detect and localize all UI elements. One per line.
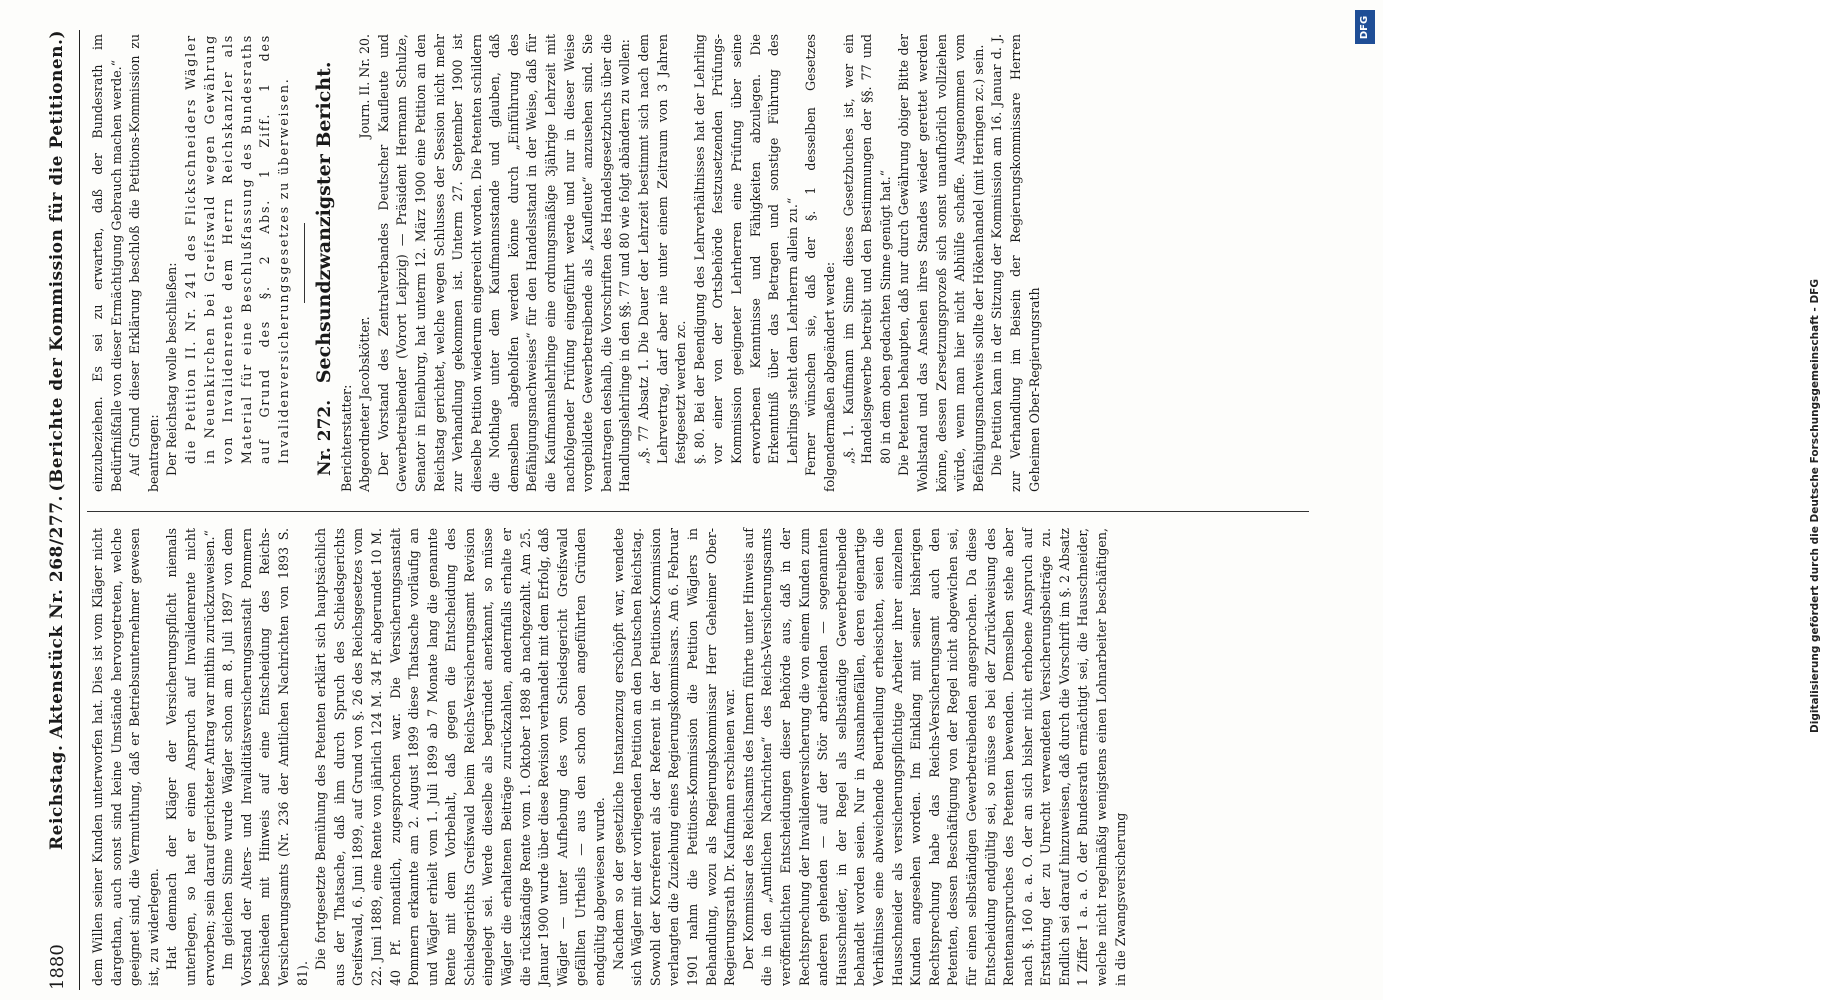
report-number: Nr. 272. <box>314 399 335 476</box>
report-title: Sechsundzwanzigster Bericht. <box>312 61 335 384</box>
paragraph: Ferner wünschen sie, daß der §. 1 desselben Gesetzes folgendermaßen abgeändert werde: <box>803 34 837 492</box>
page-header <box>39 30 75 990</box>
printed-page <box>39 30 1329 990</box>
header-title: Reichstag. Aktenstück Nr. 268/277. <box>47 495 67 850</box>
paragraph: Im gleichen Sinne wurde Wägler schon am 8. Juli 1897 von dem Vorstand der Alters- und Invaliditätsversicherungsanstalt Pommern beschieden mit Hinweis auf eine Entscheidung des Reichs-Versicherungsamts (Nr. 236 der Amtlichen Nachrichten von 1893 S. 81). <box>220 528 310 986</box>
paragraph: dem Willen seiner Kunden unterworfen hat. Dies ist vom Kläger nicht dargethan, auch sonst sind keine Umstände hervorgetreten, welche geeignet sind, die Vermuthung, daß er Betriebsunternehmer gewesen ist, zu widerlegen. <box>90 528 161 986</box>
reporter-name: Abgeordneter Jacobskötter. <box>357 316 373 492</box>
paragraph: Der Reichstag wolle beschließen: <box>164 262 180 476</box>
right-column <box>89 34 1044 492</box>
digitization-sidebar <box>1352 6 1821 996</box>
column-divider <box>87 511 1309 512</box>
reporter-line <box>356 34 375 492</box>
page-number: 1880 <box>47 944 68 990</box>
quoted-law-text: „§. 77 Absatz 1. Die Dauer der Lehrzeit bestimmt sich nach dem Lehrvertrag, darf aber nie unter einem Zeitraum von 3 Jahren festgesetzt werden zc. <box>636 34 689 464</box>
paragraph: Die fortgesetzte Bemühung des Petenten erklärt sich hauptsächlich aus der Thatsache, daß ihm durch Spruch des Schiedsgerichts Greifswald, 6. Juni 1899, auf Grund von §. 26 des Reichsgesetzes vom 22. Juni 1889, eine Rente von jährlich 124 M. 34 Pf. abgerundet 10 M. 40 Pf. monatlich, zugesprochen war. Die Versicherungsanstalt Pommern erkannte am 2. August 1899 diese Thatsache vorläufig an und Wägler erhielt vom 1. Juli 1899 ab 7 Monate lang die genannte Rente mit dem Vorbehalt, daß gegen die Entscheidung des Schiedsgerichts Greifswald beim Reichs-Versicherungsamt Revision eingelegt sei. Werde dieselbe als begründet anerkannt, so müsse Wägler die erhaltenen Beiträge zurückzahlen, andernfalls erhalte er die rückständige Rente vom 1. Oktober 1898 ab nachgezahlt. Am 25. Januar 1900 wurde über diese Revision verhandelt mit dem Erfolg, daß Wägler — unter Aufhebung des vom Schiedsgericht Greifswald gefällten Urtheils — aus den schon oben angeführten Gründen endgültig abgewiesen wurde. <box>313 528 608 986</box>
paragraph: Der Vorstand des Zentralverbandes Deutscher Kaufleute und Gewerbetreibender (Vorort Leipzig) — Präsident Hermann Schulze, Senator in Eilenburg, hat unterm 12. März 1900 eine Petition an den Reichstag gerichtet, welche wegen Schlusses der Session nicht mehr zur Verhandlung gekommen ist. Unterm 27. September 1900 ist dieselbe Petition wiederum eingereicht worden. Die Petenten schildern die Nothlage unter dem Kaufmannsstande und glauben, daß demselben abgeholfen werden könne durch „Einführung des Befähigungsnachweises“ für den Handelsstand in der Weise, daß für die Kaufmannslehrlinge eine ordnungsmäßige 3jährige Lehrzeit mit nachfolgender Prüfung eingeführt werde und nur in dieser Weise vorgebildete Gewerbetreibende als „Kaufleute“ anzusehen sind. Sie beantragen deshalb, die Vorschriften des Handelsgesetzbuchs über die Handlungslehrlinge in den §§. 77 und 80 wie folgt abändern zu wollen: <box>375 34 633 492</box>
reporter-label: Berichterstatter: <box>338 384 354 492</box>
motion-text: die Petition II. Nr. 241 des Flickschneiders Wägler in Neuenkirchen bei Greifswald wegen Gewährung von Invalidenrente dem Herrn Reichskanzler als Material für eine Beschlußfassung des Bundesraths auf Grund des §. 2 Abs. 1 Ziff. 1 des Invalidenversicherungsgesetzes zu überweisen. <box>182 34 291 464</box>
digitization-credit: Digitalisierung gefördert durch die Deutsche Forschungsgemeinschaft - DFG <box>1809 279 1821 733</box>
header-rule <box>79 30 80 990</box>
paragraph: Der Kommissar des Reichsamts des Innern führte unter Hinweis auf die in den „Amtlichen Nachrichten“ des Reichs-Versicherungsamts veröffentlichten Entscheidungen dieser Behörde aus, daß in der Rechtsprechung der Invalidenversicherung die von einem Kunden zum anderen gehenden — auf der Stör arbeitenden — sogenannten Hausschneider, in der Regel als selbständige Gewerbetreibende behandelt worden seien. Nur in Ausnahmefällen, deren eigenartige Verhältnisse eine abweichende Beurtheilung erheischten, seien die Hausschneider als versicherungspflichtige Arbeiter ihrer einzelnen Kunden angesehen worden. Im Einklang mit seiner bisherigen Rechtsprechung habe das Reichs-Versicherungsamt auch den Petenten, dessen Beschäftigung von der Regel nicht abgewichen sei, für einen selbständigen Gewerbetreibenden angesprochen. Da diese Entscheidung endgültig sei, so müsse es bei der Zurückweisung des Rentenanspruches des Petenten bewenden. Demselben stehe aber nach §. 160 a. a. O. der an sich bisher nicht erhobene Anspruch auf Erstattung der zu Unrecht verwendeten Versicherungsbeiträge zu. Endlich sei darauf hinzuweisen, daß durch die Vorschrift im §. 2 Absatz 1 Ziffer 1 a. a. O. der Bundesrath ermächtigt sei, die Hausschneider, welche nicht regelmäßig wenigstens einen Lohnarbeiter beschäftigen, in die Zwangsversicherung <box>740 528 1128 986</box>
left-column <box>89 528 1130 986</box>
paragraph: Hat demnach der Kläger der Versicherungspflicht niemals unterlegen, so hat er einen Anspruch auf Invalidenrente nicht erworben; sein darauf gerichteter Antrag war mithin zurückzuweisen.“ <box>164 528 217 986</box>
dfg-logo: DFG <box>1355 10 1375 44</box>
header-section: (Berichte der Kommission für die Petitionen.) <box>47 30 67 492</box>
section-rule <box>304 223 305 303</box>
paragraph: Auf Grund dieser Erklärung beschloß die Petitions-Kommission zu beantragen: <box>127 34 161 492</box>
paragraph: einzubeziehen. Es sei zu erwarten, daß der Bundesrath im Bedürfnißfalle von dieser Ermächtigung Gebrauch machen werde.“ <box>90 34 124 492</box>
journal-reference: Journ. II. Nr. 20. <box>357 34 373 139</box>
quoted-law-text: §. 80. Bei der Beendigung des Lehrverhältnisses hat der Lehrling vor einer von der Ortsbehörde festzusetzenden Prüfungs-Kommission geeigneter Lehrherren eine Prüfung über seine erworbenen Kenntnisse und Fähigkeiten abzulegen. Die Erkenntniß über das Betragen und sonstige Führung des Lehrlings steht dem Lehrherrn allein zu.“ <box>691 34 800 464</box>
paragraph: Nachdem so der gesetzliche Instanzenzug erschöpft war, wendete sich Wägler mit der vorliegenden Petition an den Deutschen Reichstag. Sowohl der Korreferent als der Referent in der Petitions-Kommission verlangten die Zuziehung eines Regierungskommissars. Am 6. Februar 1901 nahm die Petitions-Kommission die Petition Wäglers in Behandlung, wozu als Regierungskommissar Herr Geheimer Ober-Regierungsrath Dr. Kaufmann erschienen war. <box>610 528 738 986</box>
paragraph: Die Petition kam in der Sitzung der Kommission am 16. Januar d. J. zur Verhandlung im Beisein der Regierungskommissare Herren Geheimen Ober-Regierungsrath <box>989 34 1042 492</box>
report-heading <box>311 34 338 492</box>
quoted-law-text: „§. 1. Kaufmann im Sinne dieses Gesetzbuches ist, wer ein Handelsgewerbe betreibt und den Bestimmungen der §§. 77 und 80 in dem oben gedachten Sinne genügt hat.“ <box>840 34 893 464</box>
paragraph: Die Petenten behaupten, daß nur durch Gewährung obiger Bitte der Wohlstand und das Ansehen ihres Standes wieder gerettet werden könne, dessen Zersetzungsprozeß sich sonst unaufhörlich vollziehen würde, wenn man hier nicht Abhülfe schaffe. Ausgenommen vom Befähigungsnachweis sollte der Hökenhandel (mit Heringen zc.) sein. <box>896 34 986 492</box>
